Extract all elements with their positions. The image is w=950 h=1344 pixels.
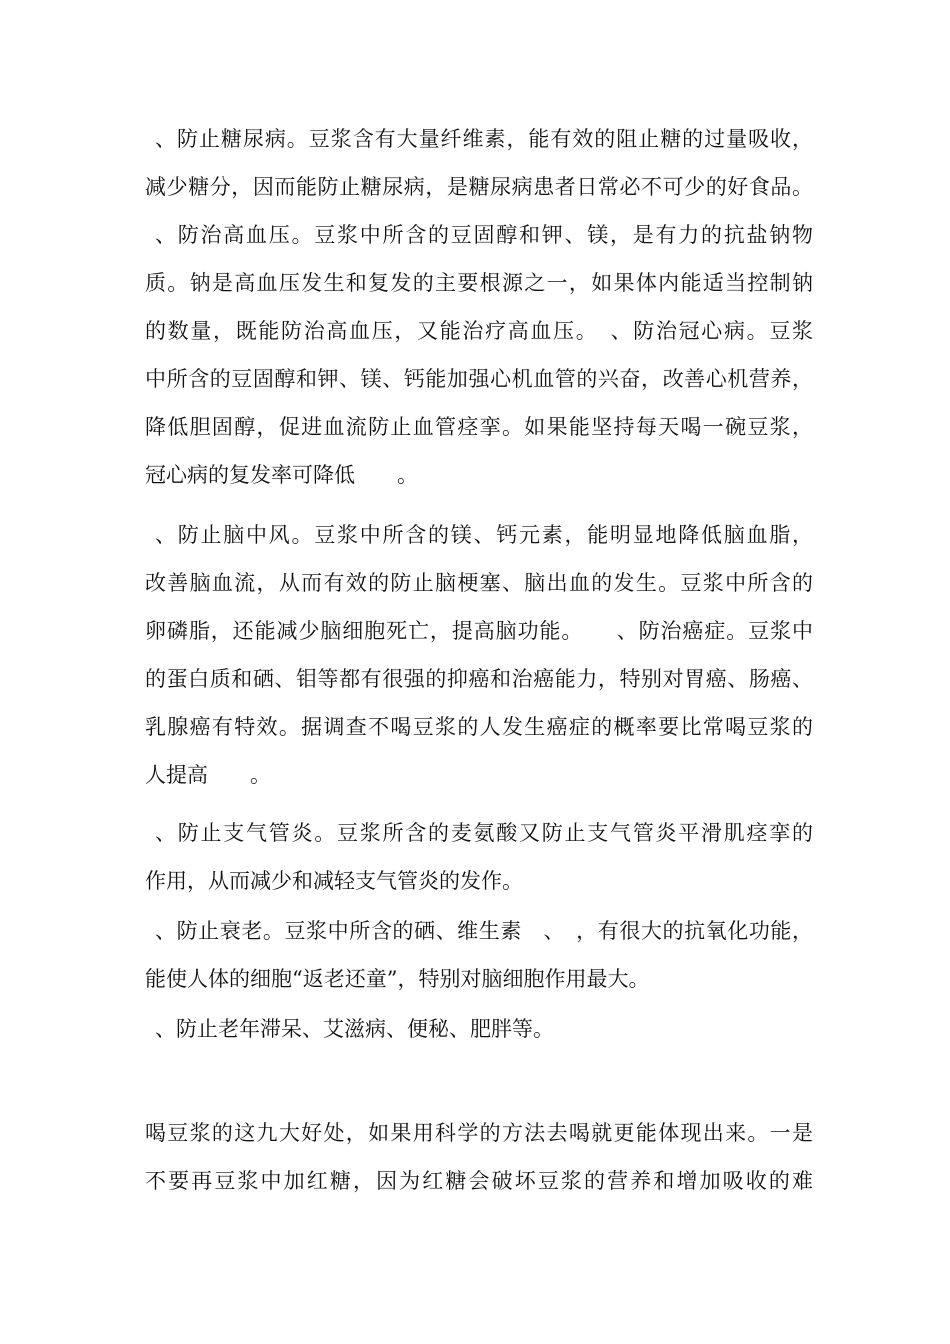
text-line: 、防止脑中风。豆浆中所含的镁、钙元素，能明显地降低脑血脂， bbox=[155, 523, 813, 547]
text-line: 、防止老年滞呆、艾滋病、便秘、肥胖等。 bbox=[155, 1017, 554, 1041]
text-line: 减少糖分，因而能防止糖尿病，是糖尿病患者日常必不可少的好食品。 bbox=[145, 175, 813, 199]
text-line: 喝豆浆的这九大好处，如果用科学的方法去喝就更能体现出来。一是 bbox=[145, 1121, 813, 1145]
text-line: 能使人体的细胞“返老还童”，特别对脑细胞作用最大。 bbox=[145, 967, 650, 991]
text-line: 的数量，既能防治高血压，又能治疗高血压。 、防治冠心病。豆浆 bbox=[145, 319, 813, 343]
text-line: 卵磷脂，还能减少脑细胞死亡，提高脑功能。 、防治癌症。豆浆中 bbox=[145, 619, 813, 643]
text-line: 人提高 。 bbox=[145, 763, 271, 787]
text-line: 降低胆固醇，促进血流防止血管痉挛。如果能坚持每天喝一碗豆浆， bbox=[145, 415, 813, 439]
text-line: 、防止衰老。豆浆中所含的硒、维生素 、 ，有很大的抗氧化功能， bbox=[155, 919, 813, 943]
text-line: 、防止支气管炎。豆浆所含的麦氨酸又防止支气管炎平滑肌痉挛的 bbox=[155, 821, 813, 845]
text-line: 乳腺癌有特效。据调查不喝豆浆的人发生癌症的概率要比常喝豆浆的 bbox=[145, 715, 813, 739]
text-line: 的蛋白质和硒、钼等都有很强的抑癌和治癌能力，特别对胃癌、肠癌、 bbox=[145, 667, 813, 691]
text-line: 不要再豆浆中加红糖，因为红糖会破坏豆浆的营养和增加吸收的难 bbox=[145, 1169, 813, 1193]
text-line: 改善脑血流，从而有效的防止脑梗塞、脑出血的发生。豆浆中所含的 bbox=[145, 571, 813, 595]
text-line: 中所含的豆固醇和钾、镁、钙能加强心机血管的兴奋，改善心机营养， bbox=[145, 367, 813, 391]
text-line: 作用，从而减少和减轻支气管炎的发作。 bbox=[145, 869, 523, 893]
text-line: 冠心病的复发率可降低 。 bbox=[145, 463, 418, 487]
text-line: 、防治高血压。豆浆中所含的豆固醇和钾、镁，是有力的抗盐钠物 bbox=[155, 223, 813, 247]
text-line: 、防止糖尿病。豆浆含有大量纤维素，能有效的阻止糖的过量吸收， bbox=[155, 127, 813, 151]
text-line: 质。钠是高血压发生和复发的主要根源之一，如果体内能适当控制钠 bbox=[145, 271, 813, 295]
